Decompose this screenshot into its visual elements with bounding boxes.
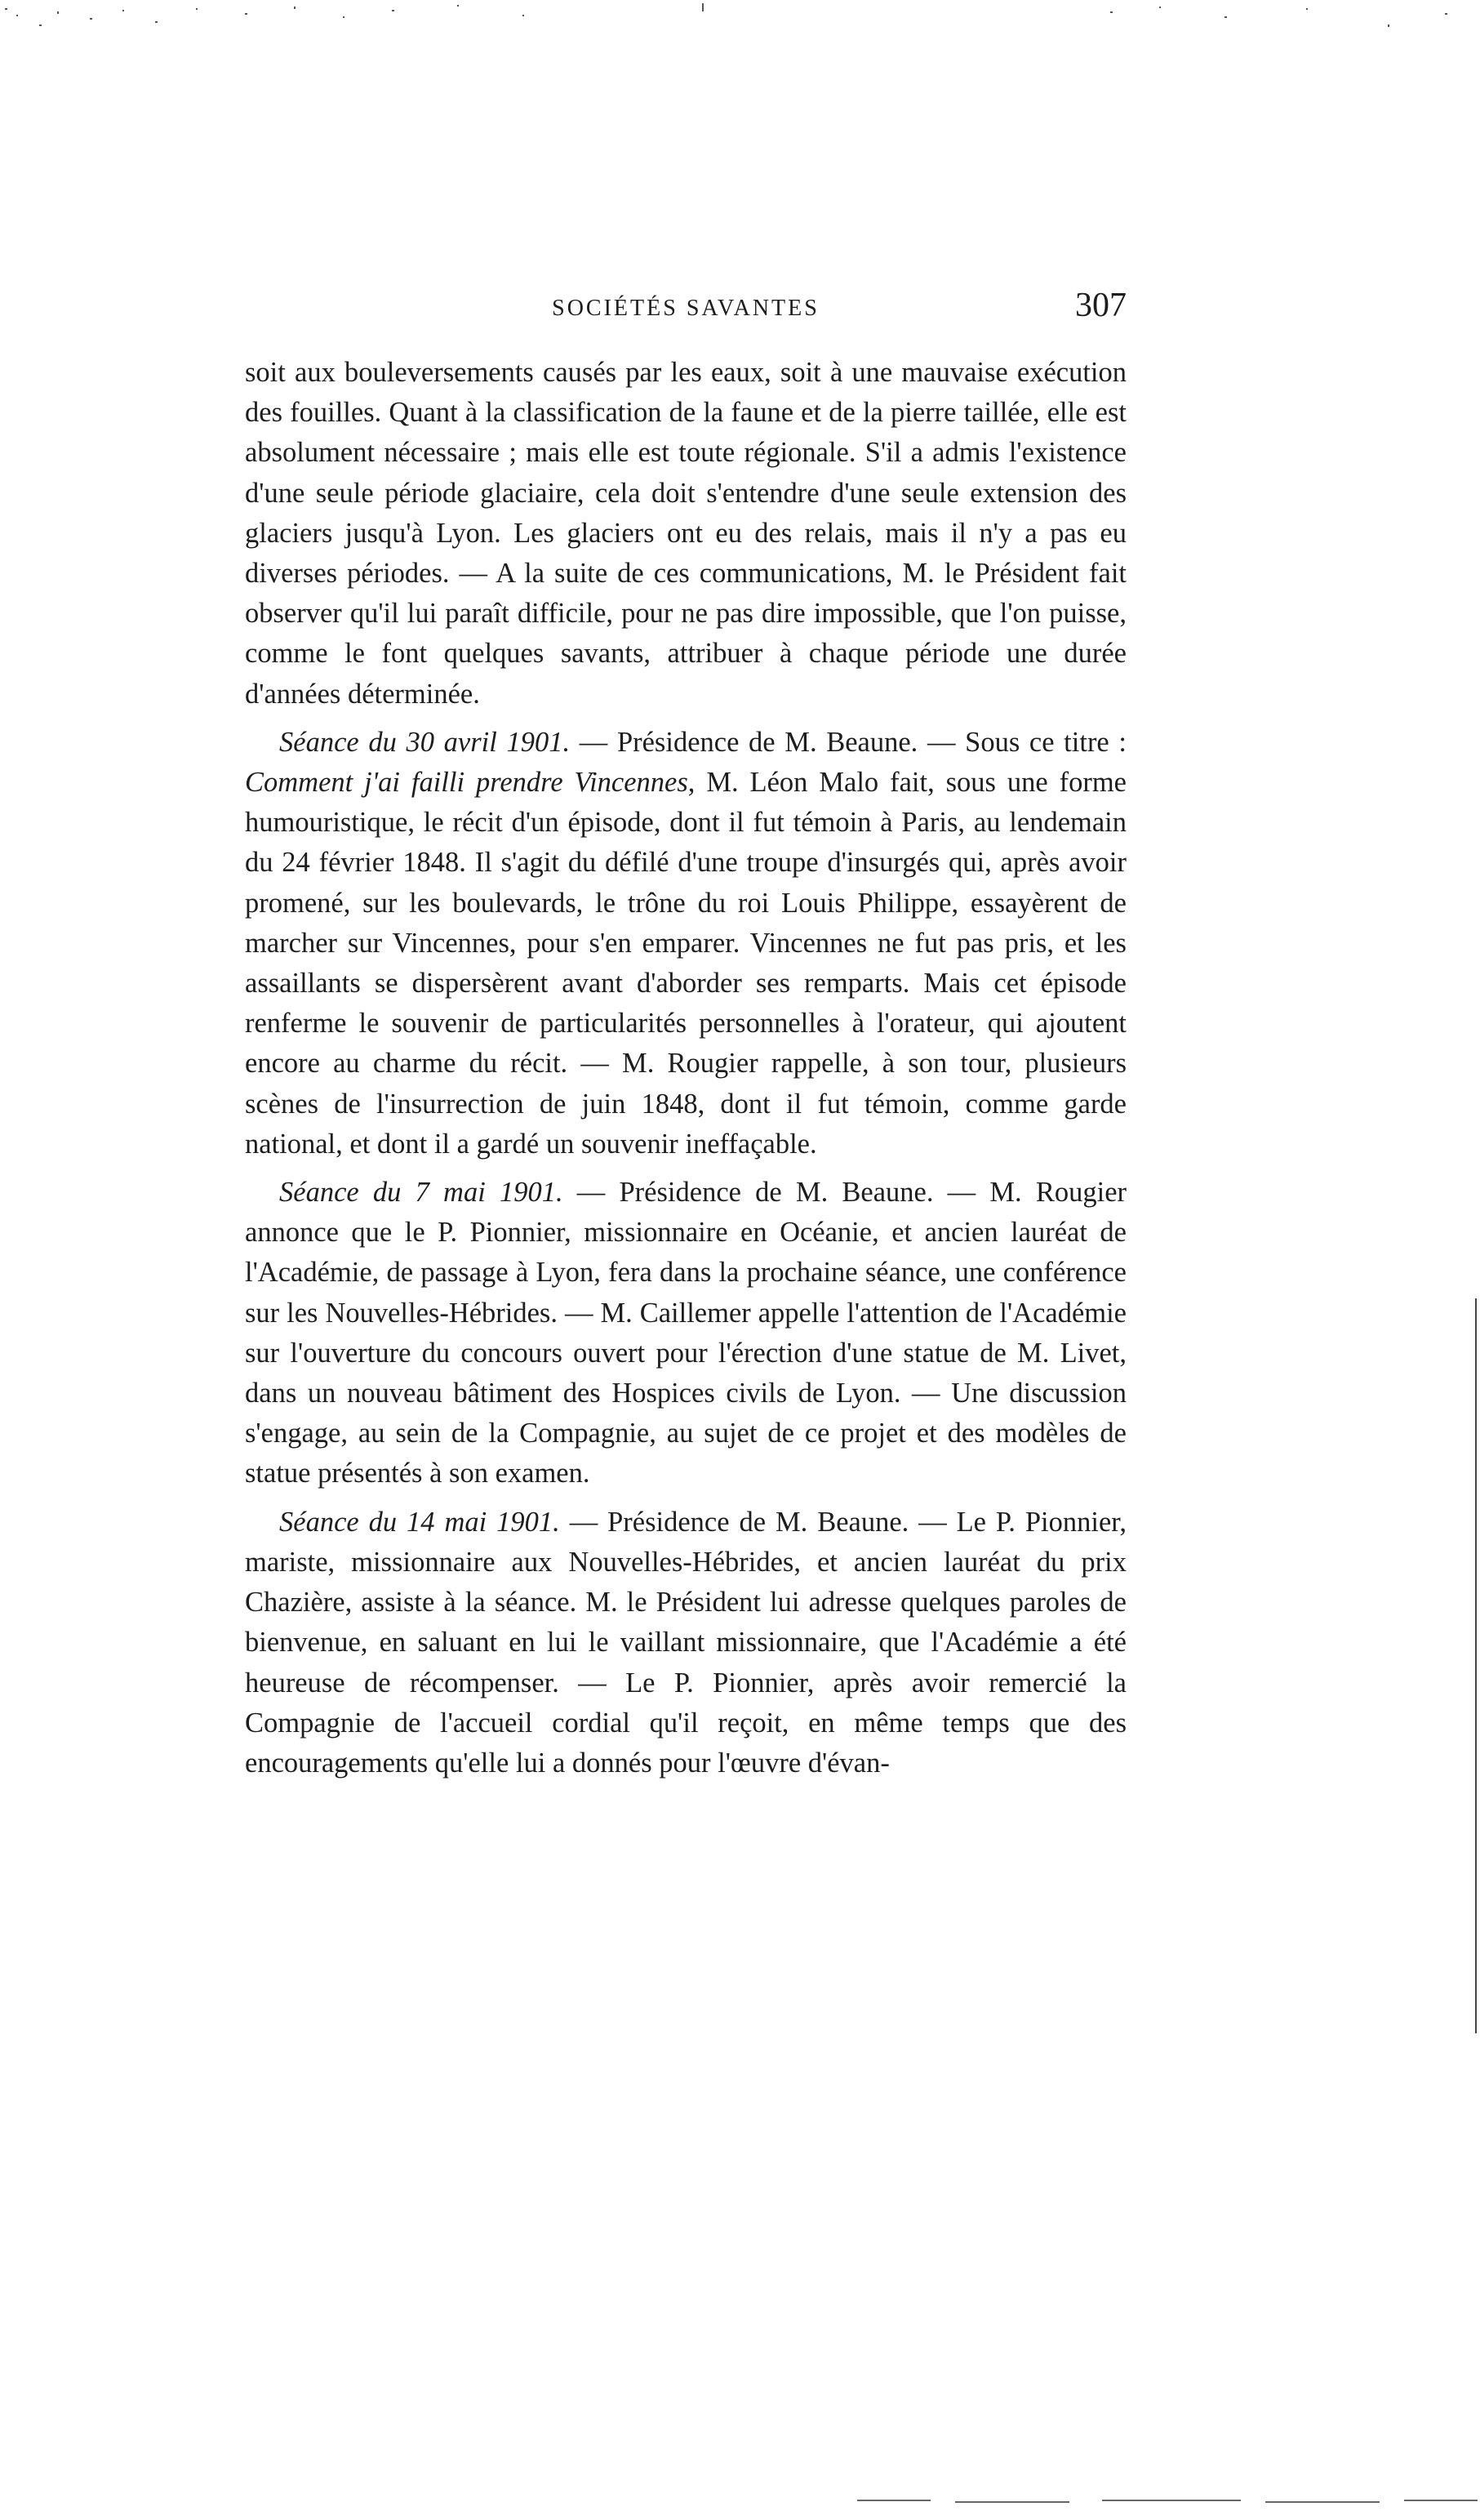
- paragraph-seance-30-avril: [245, 723, 1127, 1164]
- paragraph-seance-7-mai: [245, 1173, 1127, 1494]
- scan-edge-line: [1472, 1298, 1480, 2033]
- paragraph-text: — Présidence de M. Beaune. — Sous ce titre :: [570, 726, 1127, 758]
- scan-noise-bottom: [857, 2482, 1480, 2515]
- paragraph-continuation: soit aux bouleversements causés par les eaux, soit à une mauvaise exécution des fouilles. Quant à la classification de la faune et de la pierre taillée, elle est absolument nécessaire ; mais elle est toute régionale. S'il a admis l'existence d'une seule période glaciaire, cela doit s'entendre d'une seule extension des glaciers jusqu'à Lyon. Les glaciers ont eu des relais, mais il n'y a pas eu diverses périodes. — A la suite de ces communications, M. le Président fait observer qu'il lui paraît difficile, pour ne pas dire impossible, que l'on puisse, comme le font quelques savants, attribuer à chaque période une durée d'années déterminée.: [245, 357, 1127, 710]
- paragraph-seance-14-mai: [245, 1503, 1127, 1783]
- text-body: [245, 353, 1127, 1783]
- page-header: [245, 286, 1127, 343]
- paragraph-text: — Présidence de M. Beaune. — M. Rougier annonce que le P. Pionnier, missionnaire en Océanie, et ancien lauréat de l'Académie, de passage à Lyon, fera dans la prochaine séance, une conférence sur les Nouvelles-Hébrides. — M. Caillemer appelle l'attention de l'Académie sur l'ouverture du concours ouvert pour l'érection d'une statue de M. Livet, dans un nouveau bâtiment des Hospices civils de Lyon. — Une discussion s'engage, au sein de la Compagnie, au sujet de ce projet et des modèles de statue présentés à son examen.: [245, 1177, 1127, 1489]
- running-head: SOCIÉTÉS SAVANTES: [552, 296, 820, 321]
- seance-heading: Séance du 14 mai 1901.: [279, 1506, 560, 1538]
- seance-heading: Séance du 7 mai 1901.: [279, 1177, 563, 1209]
- page-number: 307: [1075, 287, 1127, 324]
- seance-heading: Séance du 30 avril 1901.: [279, 726, 571, 758]
- paragraph-text: — Présidence de M. Beaune. — Le P. Pionnier, mariste, missionnaire aux Nouvelles-Hébrides, et ancien lauréat du prix Chazière, assiste à la séance. M. le Président lui adresse quelques paroles de bienvenue, en saluant en lui le vaillant missionnaire, que l'Académie a été heureuse de récompenser. — Le P. Pionnier, après avoir remercié la Compagnie de l'accueil cordial qu'il reçoit, en même temps que des encouragements qu'elle lui a donnés pour l'œuvre d'évan-: [245, 1506, 1127, 1779]
- paragraph-text: , M. Léon Malo fait, sous une forme humouristique, le récit d'un épisode, dont il fut témoin à Paris, au lendemain du 24 février 1848. Il s'agit du défilé d'une troupe d'insurgés qui, après avoir promené, sur les boulevards, le trône du roi Louis Philippe, essayèrent de marcher sur Vincennes, pour s'en emparer. Vincennes ne fut pas pris, et les assaillants se dispersèrent avant d'aborder ses remparts. Mais cet épisode renferme le souvenir de particularités personnelles à l'orateur, qui ajoutent encore au charme du récit. — M. Rougier rappelle, à son tour, plusieurs scènes de l'insurrection de juin 1848, dont il fut témoin, comme garde national, et dont il a gardé un souvenir ineffaçable.: [245, 767, 1127, 1160]
- lecture-title: Comment j'ai failli prendre Vincennes: [245, 767, 688, 799]
- scan-noise-top: [0, 0, 1480, 98]
